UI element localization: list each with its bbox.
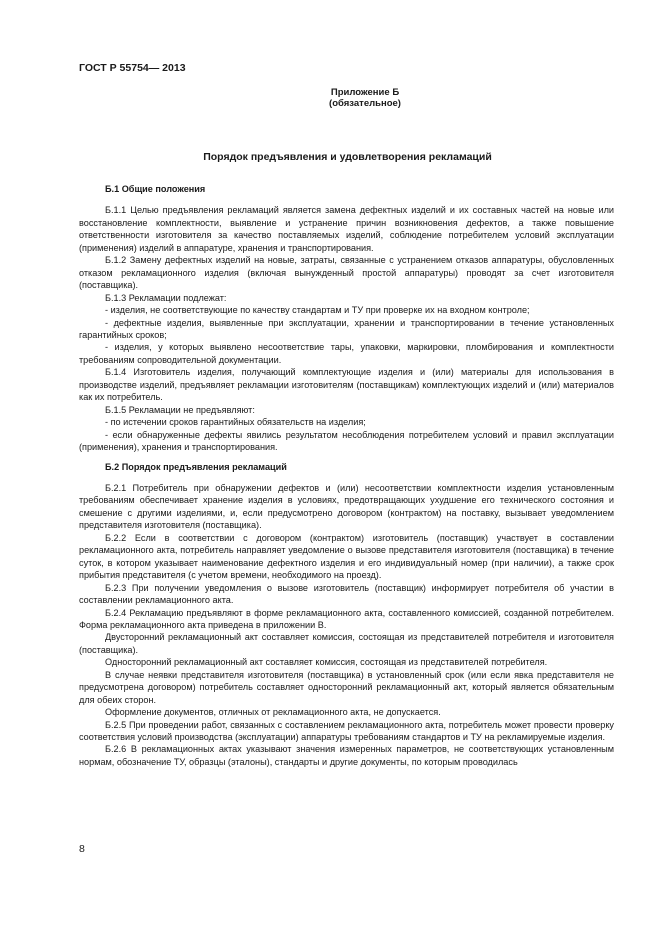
paragraph: Оформление документов, отличных от рекламационного акта, не допускается. [105,707,441,718]
page-number: 8 [79,843,85,855]
paragraph: Б.1.2 Замену дефектных изделий на новые, затраты, связанные с устранением отказов аппаратуры, обусловленных отказом рекламационного изделия (включая вынужденный простой аппаратуры) проводят за счет изготовителя (поставщика). [79,255,614,291]
paragraph: Б.2.6 В рекламационных актах указывают значения измеренных параметров, не соответствующих установленным нормам, обозначение ТУ, образцы (эталоны), стандарты и другие документы, по которым проводилась [79,744,614,767]
annex-title: Приложение Б [330,87,400,98]
paragraph: Б.2.4 Рекламацию предъявляют в форме рекламационного акта, составленного комиссией, созданной потребителем. Форма рекламационного акта приведена в приложении В. [79,607,614,630]
paragraph: Б.2.2 Если в соответствии с договором (контрактом) изготовитель (поставщик) участвует в составлении рекламационного акта, потребитель направляет уведомление о вызове представителя изготовителя (поставщика) в течение суток, в котором указывает наименование дефектного изделия и его индивидуальный номер (при наличии), а также срок прибытия представителя (с учетом времени, необходимого на проезд). [79,532,614,581]
list-item: - если обнаруженные дефекты явились результатом несоблюдения потребителем условий и правил эксплуатации (применения), хранения и транспортирования. [79,429,614,453]
paragraph: Б.1.4 Изготовитель изделия, получающий комплектующие изделия и (или) материалы для использования в производстве изделий, предъявляет рекламации изготовителям (поставщикам) комплектующих изделий и (или) материалов как их потребитель. [79,367,614,403]
paragraph: В случае неявки представителя изготовителя (поставщика) в установленный срок (или если явка представителя не предусмотрена договором) потребитель составляет односторонний рекламационный акт, который является обязательным для обеих сторон. [79,669,614,705]
page-title: Порядок предъявления и удовлетворения рекламаций [203,151,492,163]
paragraph: Б.2.3 При получении уведомления о вызове изготовитель (поставщик) информирует потребителя об участии в составлении рекламационного акта. [79,582,614,606]
paragraph: Б.2.5 При проведении работ, связанных с составлением рекламационного акта, потребитель может провести проверку соответствия условий производства (эксплуатации) аппаратуры требованиям стандартов и ТУ на рекламируемые изделия. [79,719,614,743]
paragraph: Б.1.1 Целью предъявления рекламаций является замена дефектных изделий и их составных частей на новые или восстановление комплектности, выявление и устранение причин возникновения дефектов, а также повышение ответственности изготовителя за качество поставляемых изделий, соблюдение потребителем условий эксплуатации (применения) изделий в аппаратуре, хранения и транспортирования. [79,205,614,253]
list-item: - изделия, не соответствующие по качеству стандартам и ТУ при проверке их на входном контроле; [105,305,530,316]
paragraph: Б.1.3 Рекламации подлежат: [105,292,227,303]
list-item: - по истечении сроков гарантийных обязательств на изделия; [105,417,366,428]
document-body [79,183,614,768]
paragraph: Б.2.1 Потребитель при обнаружении дефектов и (или) несоответствии комплектности изделия установленным требованиям обеспечивает хранение изделия в условиях, предотвращающих ухудшение его технического состояния и смешение с другими изделиями, и, если предусмотрено договором (контрактом) на поставку, вызывает уведомлением представителя изготовителя (поставщика). [79,482,614,531]
section-heading: Б.1 Общие положения [105,184,206,194]
paragraph: Б.1.5 Рекламации не предъявляют: [105,404,255,415]
document-header: ГОСТ Р 55754— 2013 [79,62,186,74]
section-heading: Б.2 Порядок предъявления рекламаций [105,461,287,472]
paragraph: Односторонний рекламационный акт составляет комиссия, состоящая из представителей потребителя. [105,657,548,668]
annex-status: (обязательное) [329,98,401,109]
list-item: - дефектные изделия, выявленные при эксплуатации, хранении и транспортировании в течение установленных гарантийных сроков; [79,317,614,340]
list-item: - изделия, у которых выявлено несоответствие тары, упаковки, маркировки, пломбирования и комплектности требованиям сопроводительной документации. [79,342,614,365]
paragraph: Двусторонний рекламационный акт составляет комиссия, состоящая из представителей потребителя и изготовителя (поставщика). [79,632,614,655]
